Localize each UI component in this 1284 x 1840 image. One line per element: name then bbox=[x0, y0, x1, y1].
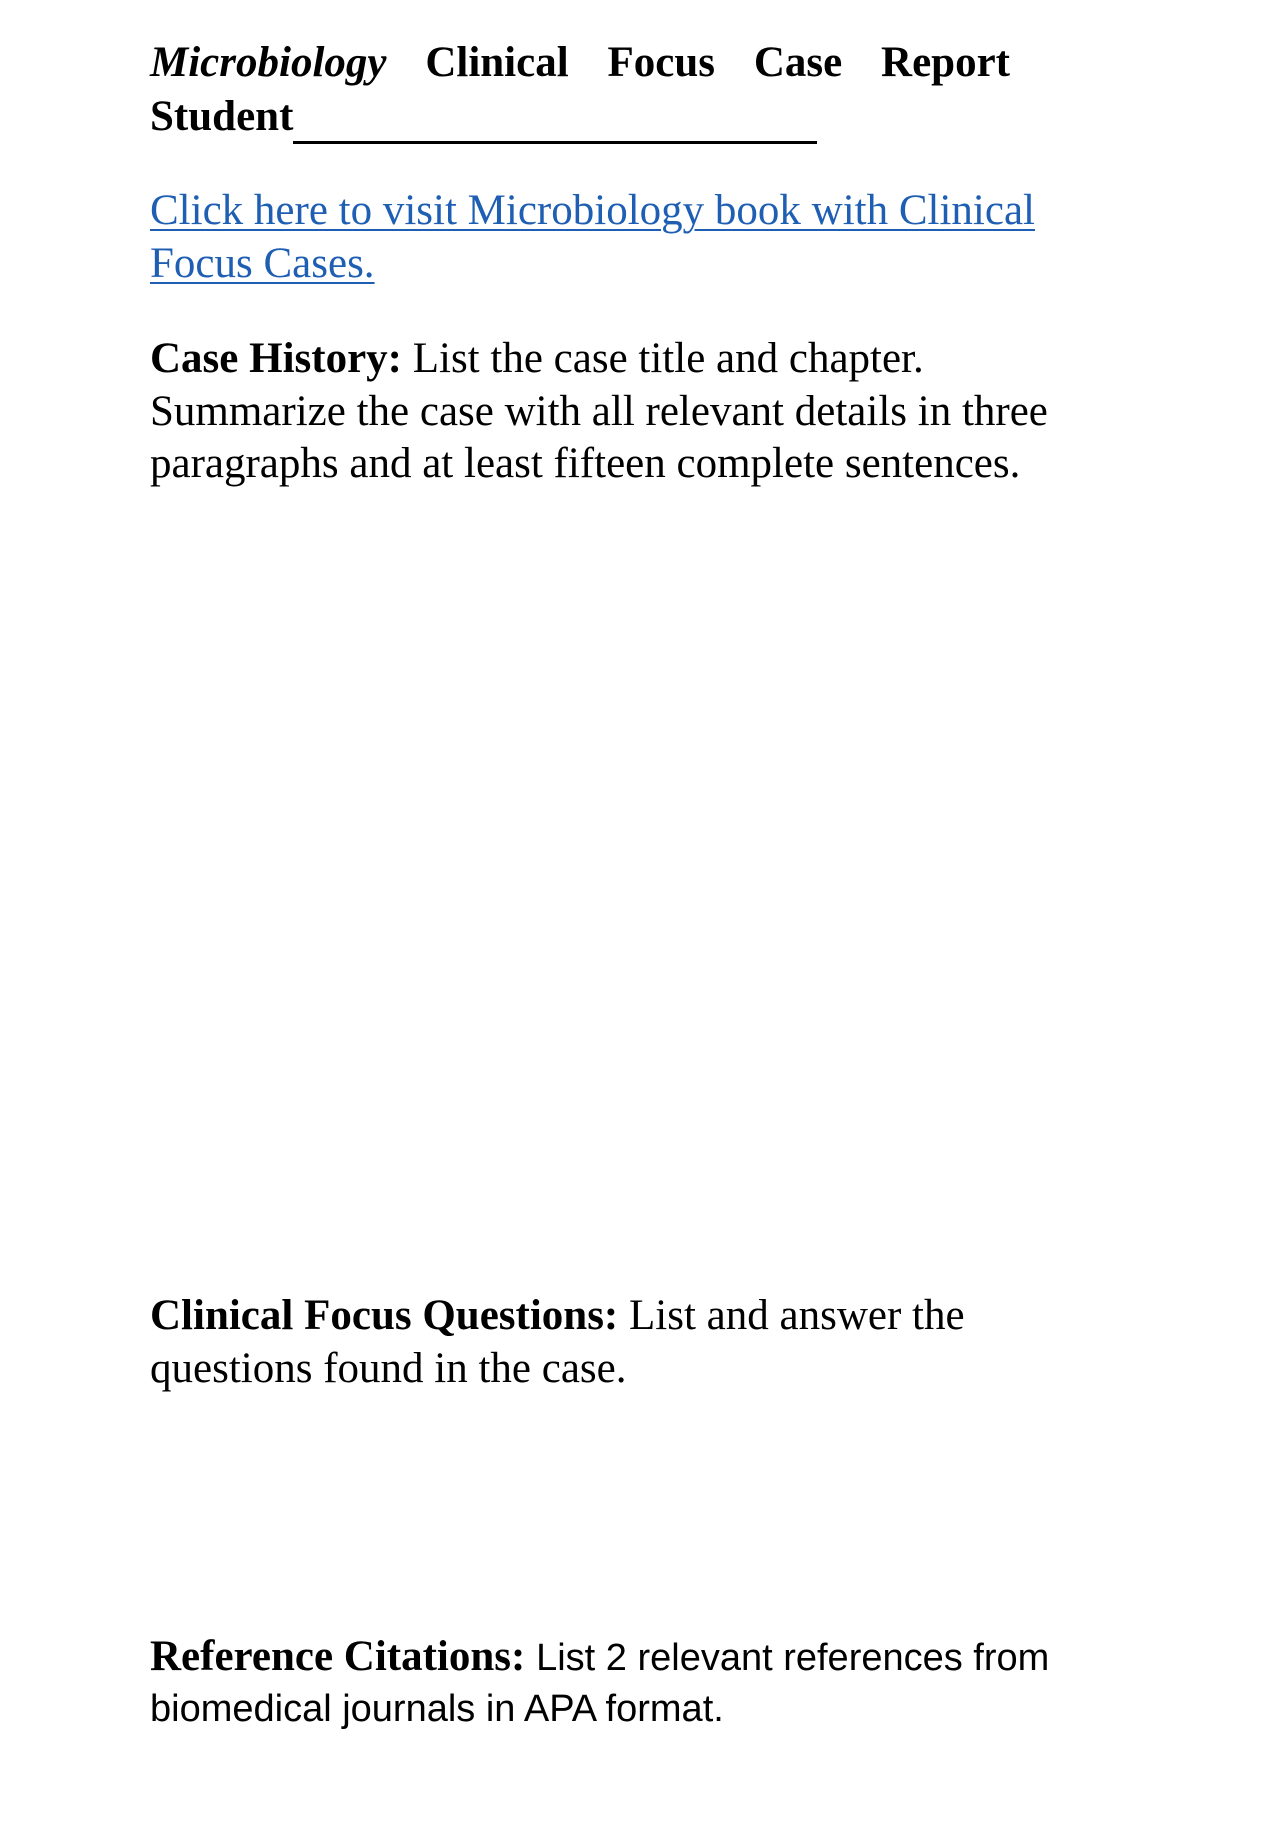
title-word-focus: Focus bbox=[607, 39, 715, 86]
clinical-focus-questions-label: Clinical Focus Questions: bbox=[150, 1292, 619, 1339]
case-history-label: Case History: bbox=[150, 335, 402, 382]
case-history-section bbox=[150, 333, 1090, 491]
document-title bbox=[150, 36, 1010, 90]
student-name-blank[interactable] bbox=[293, 97, 817, 144]
clinical-focus-questions-instructions: List and answer the questions found in the case. bbox=[150, 1292, 965, 1392]
reference-citations-label: Reference Citations: bbox=[150, 1633, 526, 1680]
reference-citations-section bbox=[150, 1632, 1090, 1734]
clinical-focus-questions-section bbox=[150, 1290, 1090, 1395]
title-word-microbiology: Microbiology bbox=[150, 39, 387, 86]
reference-citations-instructions: List 2 relevant references from biomedical journals in APA format. bbox=[150, 1637, 1050, 1730]
student-name-row bbox=[150, 90, 817, 144]
case-history-instructions: List the case title and chapter. Summarize the case with all relevant details in three paragraphs and at least fifteen complete sentences. bbox=[150, 335, 1048, 487]
title-word-case: Case bbox=[753, 39, 843, 86]
student-label: Student bbox=[150, 93, 294, 140]
title-word-clinical: Clinical bbox=[425, 39, 569, 86]
title-word-report: Report bbox=[881, 39, 1010, 86]
microbiology-book-link[interactable]: Click here to visit Microbiology book with Clinical Focus Cases. bbox=[150, 187, 1035, 287]
book-link-block bbox=[150, 184, 1090, 290]
